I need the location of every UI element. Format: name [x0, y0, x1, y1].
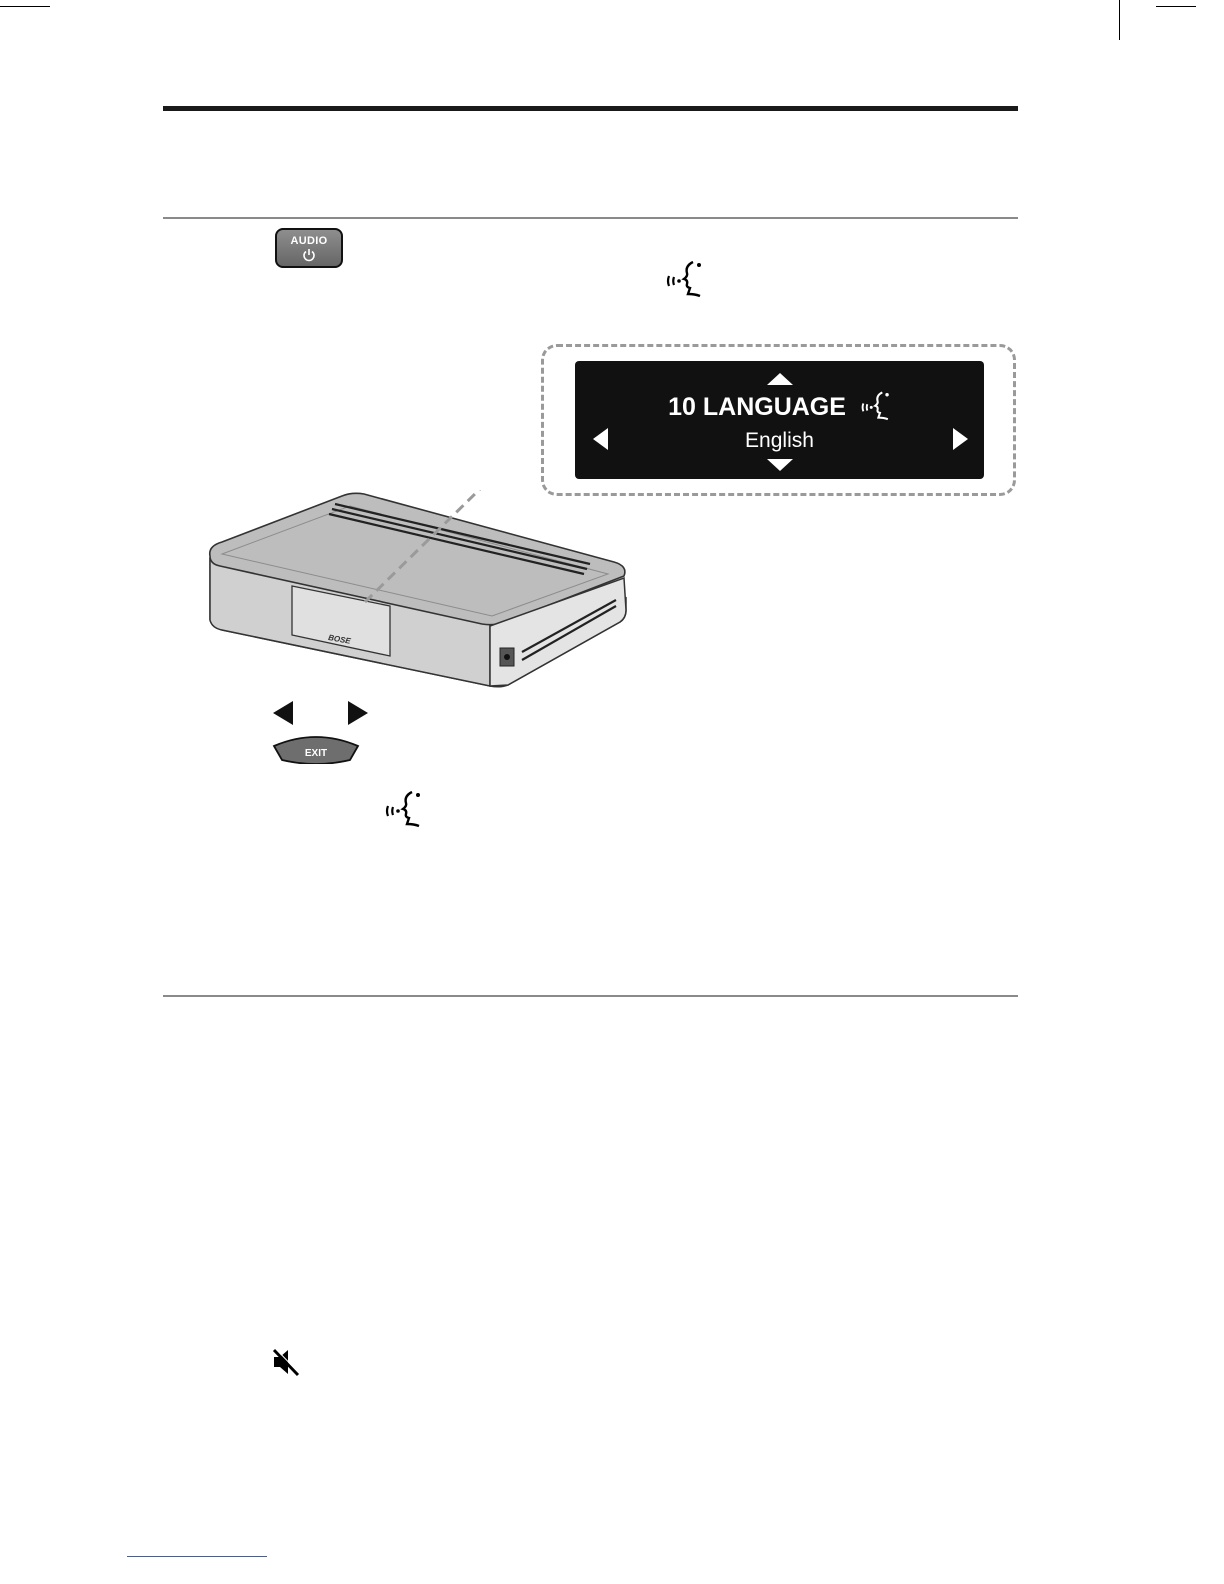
- voice-prompt-icon: [666, 258, 704, 303]
- right-arrow-icon[interactable]: [348, 701, 368, 725]
- crop-mark-bottom-link-rule: [127, 1556, 267, 1557]
- voice-prompt-icon: [385, 788, 423, 833]
- display-title: 10 LANGUAGE: [668, 393, 846, 422]
- section-rule-bottom: [163, 995, 1018, 997]
- up-arrow-icon: [767, 373, 793, 385]
- audio-button-label: AUDIO: [290, 235, 328, 247]
- display-value: English: [745, 429, 814, 452]
- voice-prompt-icon: [861, 389, 891, 428]
- down-arrow-icon: [767, 459, 793, 471]
- header-rule: [163, 106, 1018, 111]
- section-rule-top: [163, 217, 1018, 219]
- exit-button-label: EXIT: [304, 748, 328, 759]
- display-title-row: [575, 389, 984, 428]
- left-arrow-icon[interactable]: [273, 701, 293, 725]
- crop-mark-top-left: [0, 6, 50, 7]
- right-arrow-icon: [953, 428, 968, 450]
- audio-power-button[interactable]: [275, 228, 343, 268]
- crop-mark-top-right: [1156, 6, 1196, 7]
- exit-button[interactable]: [272, 734, 360, 764]
- console-display: [575, 361, 984, 479]
- crop-mark-top-left-vertical: [1119, 0, 1120, 40]
- console-illustration: [200, 490, 640, 690]
- power-icon: [277, 248, 341, 264]
- mute-icon: [271, 1347, 301, 1382]
- bose-logo: BOSE: [327, 632, 352, 646]
